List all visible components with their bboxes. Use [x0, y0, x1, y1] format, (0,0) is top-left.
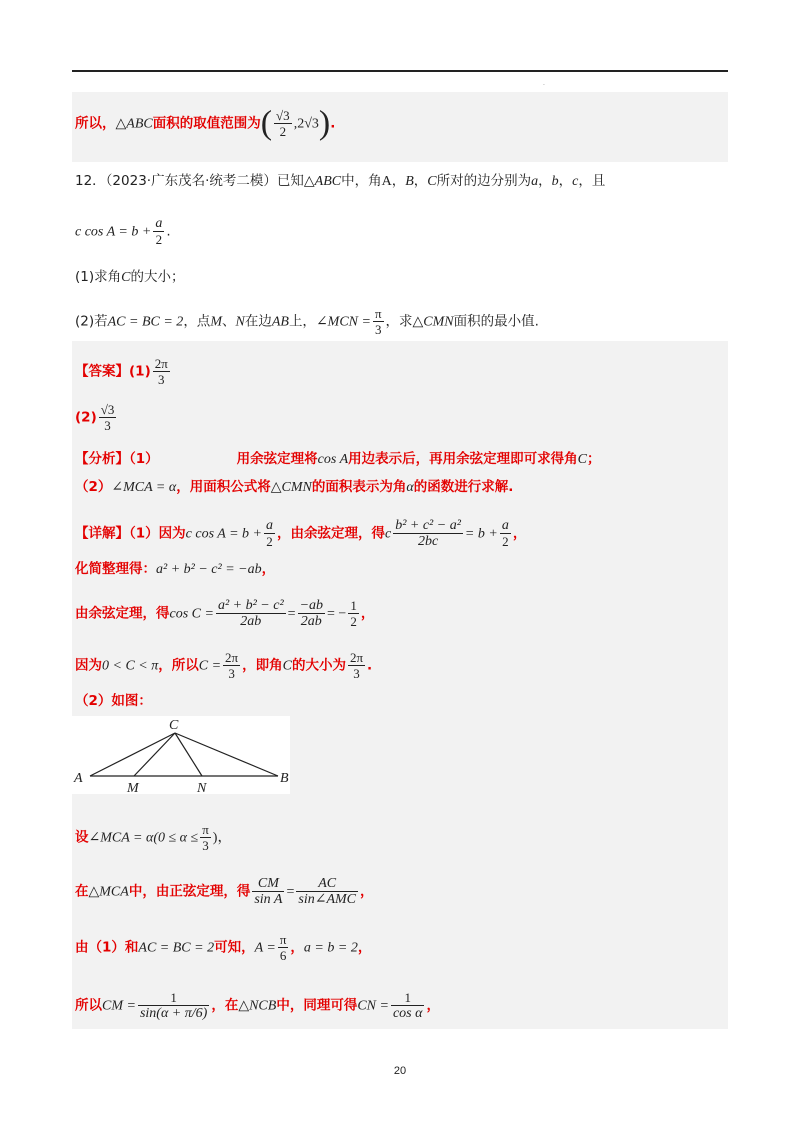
- label-b: B: [280, 771, 289, 786]
- problem-condition: c cos A = b + $\frac{a}{2}$ .: [75, 216, 171, 247]
- detail-3: 由余弦定理，得cos C = $\frac{\text{a² + b² − c²}}{2ab}$ = $\frac{-ab}{2ab}$ = − $\frac{1}{2}$ ，: [75, 598, 375, 629]
- detail-7: 在△MCA中，由正弦定理，得 $\frac{CM}{\text{sin A}}$ = $\frac{AC}{\text{sin∠AMC}}$ ，: [75, 876, 374, 907]
- label-m: M: [127, 781, 139, 794]
- detail-9: 所以CM = $\frac{1}{\sin(\alpha + \pi/6)}$ ，在△NCB中，同理可得CN = $\frac{1}{\text{cos α}}$ ，: [75, 990, 440, 1021]
- label-c: C: [169, 718, 179, 733]
- page-number: 20: [393, 1065, 407, 1077]
- segment-cn: [175, 733, 202, 776]
- triangle-figure: [72, 716, 290, 794]
- analysis-1: 【分析】（1） 用余弦定理将cos A用边表示后，再用余弦定理即可求得角C；: [75, 451, 601, 467]
- triangle-diagram: [72, 716, 290, 794]
- problem-line-1: 12．（2023·广东茂名·统考二模）已知△ABC中，角A，B，C所对的边分别为a，b，c，且: [75, 173, 606, 189]
- detail-4: 因为0 < C < π，所以C = $\frac{2\pi}{3}$ ，即角C的大小为 $\frac{2\pi}{3}$ .: [75, 650, 373, 681]
- segment-cb: [175, 733, 278, 776]
- detail-8: 由（1）和AC = BC = 2可知，A = $\frac{\pi}{6}$ ，a = b = 2，: [75, 932, 372, 963]
- question-1: (1)求角C的大小；: [75, 269, 185, 285]
- detail-5: （2）如图：: [75, 693, 152, 709]
- segment-cm: [134, 733, 175, 776]
- detail-6: 设∠MCA = α(0 ≤ α ≤ $\frac{\pi}{3}$ )，: [75, 822, 232, 853]
- prev-solution-line: 所以，△ABC面积的取值范围为( $\frac{√3}{2}$ ,2√3).: [75, 104, 336, 142]
- detail-2: 化简整理得：a² + b² − c² = −ab，: [75, 561, 276, 577]
- header-dot: .: [543, 80, 545, 87]
- segment-ca: [90, 733, 175, 776]
- answer-2: (2) $\frac{√3}{3}$: [75, 402, 115, 433]
- label-a: A: [74, 771, 83, 786]
- answer-1: 【答案】(1) $\frac{2\pi}{3}$: [75, 356, 168, 387]
- detail-1: 【详解】（1）因为c cos A = b + $\frac{a}{2}$ ，由余弦定理，得c $\frac{\text{b² + c² − a²}}{2bc}$ = b + $\frac{a}{2}$ ，: [75, 518, 527, 549]
- header-rule: [72, 70, 728, 72]
- analysis-2: （2）∠MCA = α，用面积公式将△CMN的面积表示为角α的函数进行求解.: [75, 479, 514, 495]
- solution-box: [72, 341, 728, 1029]
- question-2: (2)若AC = BC = 2，点M、N在边AB上，∠MCN = $\frac{\pi}{3}$ ，求△CMN面积的最小值.: [75, 306, 539, 337]
- label-n: N: [197, 781, 207, 794]
